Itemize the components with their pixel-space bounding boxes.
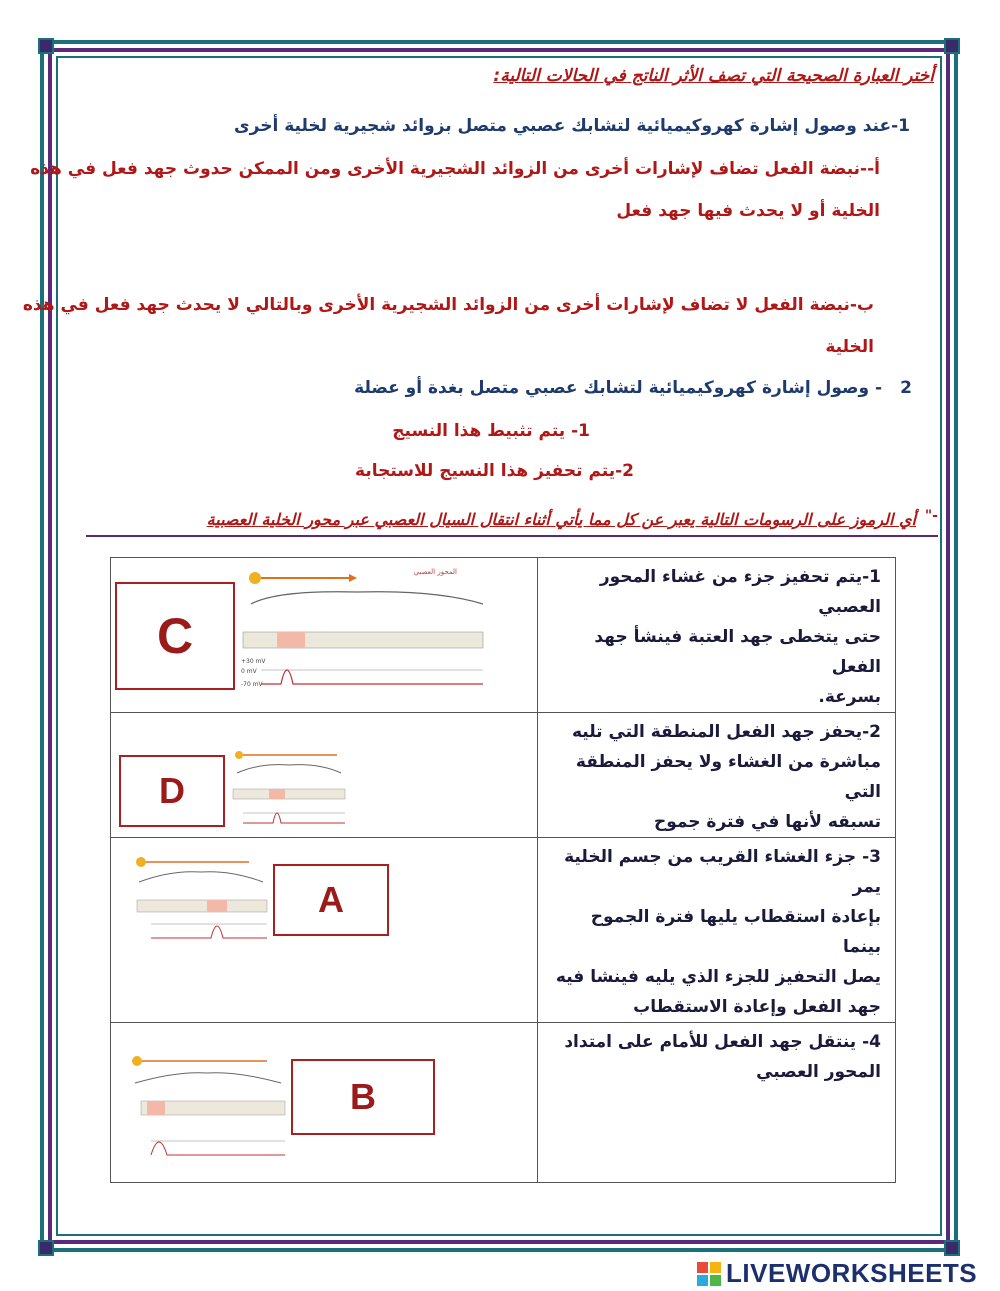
statement-line: المحور العصبي — [756, 1062, 881, 1082]
frame-corner-ornament — [944, 38, 960, 54]
matching-table — [110, 557, 896, 1183]
statement-line: 1-يتم تحفيز جزء من غشاء المحور العصبي — [599, 567, 881, 617]
depolarized-region — [147, 1101, 165, 1115]
membrane-band — [233, 789, 345, 799]
statement-line: حتى يتخطى جهد العتبة فينشأ جهد الفعل — [594, 627, 881, 677]
neuron-body-icon — [249, 572, 261, 584]
action-potential-curve — [261, 670, 483, 684]
question-2-option-1[interactable]: 1- يتم تثبيط هذا النسيج — [392, 421, 590, 441]
frame-corner-ornament — [38, 1240, 54, 1256]
brace-shape — [251, 592, 483, 604]
statement-4 — [538, 1023, 895, 1087]
answer-box-b[interactable] — [291, 1059, 435, 1135]
brace-shape — [139, 872, 263, 882]
depolarized-region — [269, 789, 285, 799]
axon-label: المحور العصبي — [413, 568, 457, 576]
mv-minus-label: -70 mV — [241, 681, 263, 688]
statement-line: يصل التحفيز للجزء الذي يليه فينشا فيه — [555, 967, 881, 987]
neuron-body-icon — [235, 751, 243, 759]
statement-line: 3- جزء الغشاء القريب من جسم الخلية يمر — [564, 847, 881, 897]
mv-plus-label: +30 mV — [241, 658, 266, 665]
answer-box-d[interactable] — [119, 755, 225, 827]
statement-line: بسرعة. — [818, 687, 881, 707]
arrow-icon — [349, 574, 357, 582]
section2-heading: أي الرموز على الرسومات التالية يعبر عن كل مما يأتي أثناء انتقال السيال العصبي عبر محور الخلية العصبية — [206, 510, 916, 529]
question-1-option-a-line1[interactable]: أ--نبضة الفعل تضاف لإشارات أخرى من الزوائد الشجيرية الأخرى ومن الممكن حدوث جهد فعل في هذه — [30, 159, 880, 179]
brace-shape — [135, 1073, 281, 1083]
axon-diagram-1 — [237, 560, 487, 694]
statement-line: مباشرة من الغشاء ولا يحفز المنطقة التي — [575, 752, 881, 802]
question-1-text: 1-عند وصول إشارة كهروكيميائية لتشابك عصبي متصل بزوائد شجيرية لخلية أخرى — [234, 116, 910, 136]
question-1-option-a-line2[interactable]: الخلية أو لا يحدث فيها جهد فعل — [616, 201, 880, 221]
depolarized-region — [277, 632, 305, 648]
statement-cell-2 — [538, 713, 896, 838]
answer-letter-c: C — [156, 608, 194, 664]
diagram-cell-a — [111, 838, 538, 1023]
frame-corner-ornament — [944, 1240, 960, 1256]
action-potential-curve — [243, 813, 345, 823]
answer-letter-a: A — [318, 879, 344, 920]
statement-3 — [538, 838, 895, 1022]
section2-underline — [86, 535, 938, 537]
liveworksheets-brand: LIVEWORKSHEETS — [726, 1258, 978, 1288]
diagram-cell-b — [111, 1023, 538, 1183]
action-potential-curve — [151, 926, 267, 938]
brace-shape — [237, 765, 341, 773]
axon-diagram-3 — [131, 848, 271, 948]
question-2-option-2[interactable]: 2-يتم تحفيز هذا النسيج للاستجابة — [355, 461, 634, 481]
statement-line: بإعادة استقطاب يليها فترة الجموح بينما — [590, 907, 881, 957]
depolarized-region — [207, 900, 227, 912]
table-row — [111, 713, 896, 838]
liveworksheets-logo-icon — [696, 1261, 722, 1287]
answer-box-c[interactable] — [115, 582, 235, 690]
answer-box-a[interactable] — [273, 864, 389, 936]
axon-diagram-4 — [127, 1043, 287, 1173]
question-1-option-b-line1[interactable]: ب-نبضة الفعل لا تضاف لإشارات أخرى من الزوائد الشجيرية الأخرى وبالتالي لا يحدث جهد فعل في هذه — [22, 295, 874, 315]
statement-cell-3 — [538, 838, 896, 1023]
statement-2 — [538, 713, 895, 837]
question-1-option-b-line2[interactable]: الخلية — [825, 337, 874, 357]
liveworksheets-logo[interactable] — [696, 1258, 977, 1289]
statement-cell-4 — [538, 1023, 896, 1183]
membrane-band — [137, 900, 267, 912]
axon-diagram-2 — [229, 743, 349, 833]
neuron-body-icon — [132, 1056, 142, 1066]
answer-letter-b: B — [350, 1076, 376, 1117]
question-2-text: - وصول إشارة كهروكيميائية لتشابك عصبي متصل بغدة أو عضلة — [354, 378, 882, 398]
table-row — [111, 558, 896, 713]
section1-heading: أختر العبارة الصحيحة التي تصف الأثر الناتج في الحالات التالية: — [493, 66, 934, 86]
statement-cell-1 — [538, 558, 896, 713]
statement-1 — [538, 558, 895, 712]
statement-line: جهد الفعل وإعادة الاستقطاب — [633, 997, 881, 1017]
section2-prefix: -" — [924, 508, 938, 524]
question-2-number: 2 — [900, 378, 912, 398]
answer-letter-d: D — [159, 770, 185, 811]
table-row — [111, 1023, 896, 1183]
diagram-cell-c — [111, 558, 538, 713]
table-row — [111, 838, 896, 1023]
statement-line: 2-يحفز جهد الفعل المنطقة التي تليه — [571, 722, 881, 742]
statement-line: تسبقه لأنها في فترة جموح — [653, 812, 881, 832]
statement-line: 4- ينتقل جهد الفعل للأمام على امتداد — [564, 1032, 881, 1052]
neuron-body-icon — [136, 857, 146, 867]
action-potential-curve — [151, 1142, 285, 1155]
mv-zero-label: 0 mV — [241, 668, 257, 675]
frame-corner-ornament — [38, 38, 54, 54]
diagram-cell-d — [111, 713, 538, 838]
